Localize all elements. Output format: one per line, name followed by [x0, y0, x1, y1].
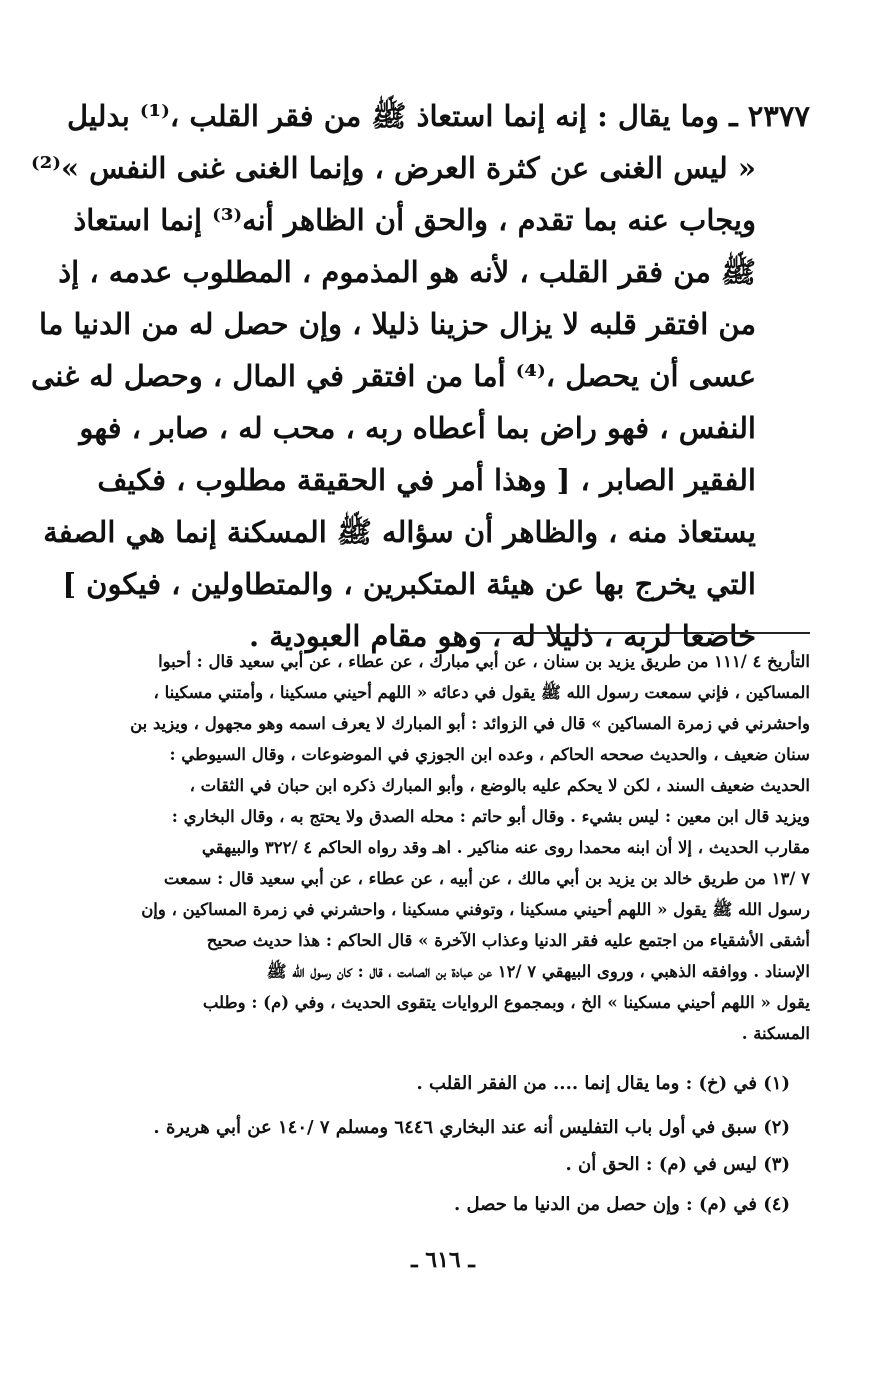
- footnote-line: واحشرني في زمرة المساكين » قال في الزوائد : أبو المبارك لا يعرف اسمه وهو مجهول ، ويزيد بن: [130, 714, 810, 733]
- main-text-line: عسى أن يحصل ،⁽⁴⁾ أما من افتقر في المال ، وحصل له غنى: [31, 359, 756, 393]
- footnote-line: الإسناد . ووافقه الذهبي ، وروى البيهقي ٧ /١٢ عن عبادة بن الصامت ، قال : كان رسول الله ﷺ: [266, 962, 810, 981]
- main-text-line: النفس ، فهو راض بما أعطاه ربه ، محب له ، صابر ، فهو: [79, 411, 756, 445]
- footnote-line: ويزيد قال ابن معين : ليس بشيء . وقال أبو حاتم : محله الصدق ولا يحتج به ، وقال البخاري :: [171, 807, 810, 826]
- main-text-line: التي يخرج بها عن هيئة المتكبرين ، والمتطاولين ، فيكون ]: [62, 567, 756, 601]
- continued-footnote: [90, 646, 810, 1049]
- footnote-line: أشقى الأشقياء من اجتمع عليه فقر الدنيا وعذاب الآخرة » قال الحاكم : هذا حديث صحيح: [206, 931, 810, 950]
- main-text-line: خاضعا لربه ، ذليلا له ، وهو مقام العبودية .: [249, 619, 756, 653]
- main-text-line: ﷺ من فقر القلب ، لأنه هو المذموم ، المطلوب عدمه ، إذ: [58, 255, 756, 289]
- page-number: ـ ٦١٦ ـ: [411, 1247, 475, 1273]
- main-text-line: من افتقر قلبه لا يزال حزينا ذليلا ، وإن حصل له من الدنيا ما: [39, 307, 756, 341]
- footnote-3: (٣) ليس في (م) : الحق أن .: [565, 1154, 790, 1175]
- footnote-line: التأريخ ٤ /١١١ من طريق يزيد بن سنان ، عن أبي مبارك ، عن عطاء ، عن أبي سعيد قال : أحبوا: [158, 652, 810, 671]
- main-text-line: يستعاذ منه ، والظاهر أن سؤاله ﷺ المسكنة إنما هي الصفة: [43, 515, 756, 549]
- footnote-line: ٧ /١٣ من طريق خالد بن يزيد بن أبي مالك ، عن أبيه ، عن عطاء ، عن أبي سعيد قال : سمعت: [163, 869, 810, 888]
- footnote-line: الحديث ضعيف السند ، لكن لا يحكم عليه بالوضع ، وأبو المبارك ذكره ابن حبان في الثقات ،: [189, 776, 810, 795]
- footnote-4: (٤) في (م) : وإن حصل من الدنيا ما حصل .: [453, 1194, 790, 1215]
- footnote-separator: [476, 632, 810, 634]
- main-text-line: الفقير الصابر ، [ وهذا أمر في الحقيقة مطلوب ، فكيف: [97, 463, 756, 497]
- footnote-line: سنان ضعيف ، والحديث صححه الحاكم ، وعده ابن الجوزي في الموضوعات ، وقال السيوطي :: [169, 745, 810, 764]
- footnote-2: (٢) سبق في أول باب التفليس أنه عند البخاري ٦٤٤٦ ومسلم ٧ /١٤٠ عن أبي هريرة .: [153, 1117, 790, 1138]
- main-text-line: « ليس الغنى عن كثرة العرض ، وإنما الغنى غنى النفس »⁽²⁾: [30, 151, 756, 185]
- footnote-1: (١) في (خ) : وما يقال إنما .... من الفقر القلب .: [416, 1073, 790, 1094]
- footnote-line: مقارب الحديث ، إلا أن ابنه محمدا روى عنه مناكير . اهـ وقد رواه الحاكم ٤ /٣٢٢ والبيهقي: [201, 838, 810, 857]
- footnote-line: المساكين ، فإني سمعت رسول الله ﷺ يقول في دعائه « اللهم أحيني مسكينا ، وأمتني مسكينا ،: [153, 683, 810, 702]
- main-text: [30, 90, 810, 662]
- footnote-line: يقول « اللهم أحيني مسكينا » الخ ، وبمجموع الروايات يتقوى الحديث ، وفي (م) : وطلب: [202, 993, 810, 1012]
- main-text-line: ويجاب عنه بما تقدم ، والحق أن الظاهر أنه⁽³⁾ إنما استعاذ: [73, 203, 756, 237]
- footnote-line: المسكنة .: [741, 1024, 810, 1043]
- main-text-line: ٢٣٧٧ ـ وما يقال : إنه إنما استعاذ ﷺ من فقر القلب ،⁽¹⁾ بدليل: [66, 99, 810, 133]
- footnote-line: رسول الله ﷺ يقول « اللهم أحيني مسكينا ، وتوفني مسكينا ، واحشرني في زمرة المساكين ، وإن: [141, 900, 810, 919]
